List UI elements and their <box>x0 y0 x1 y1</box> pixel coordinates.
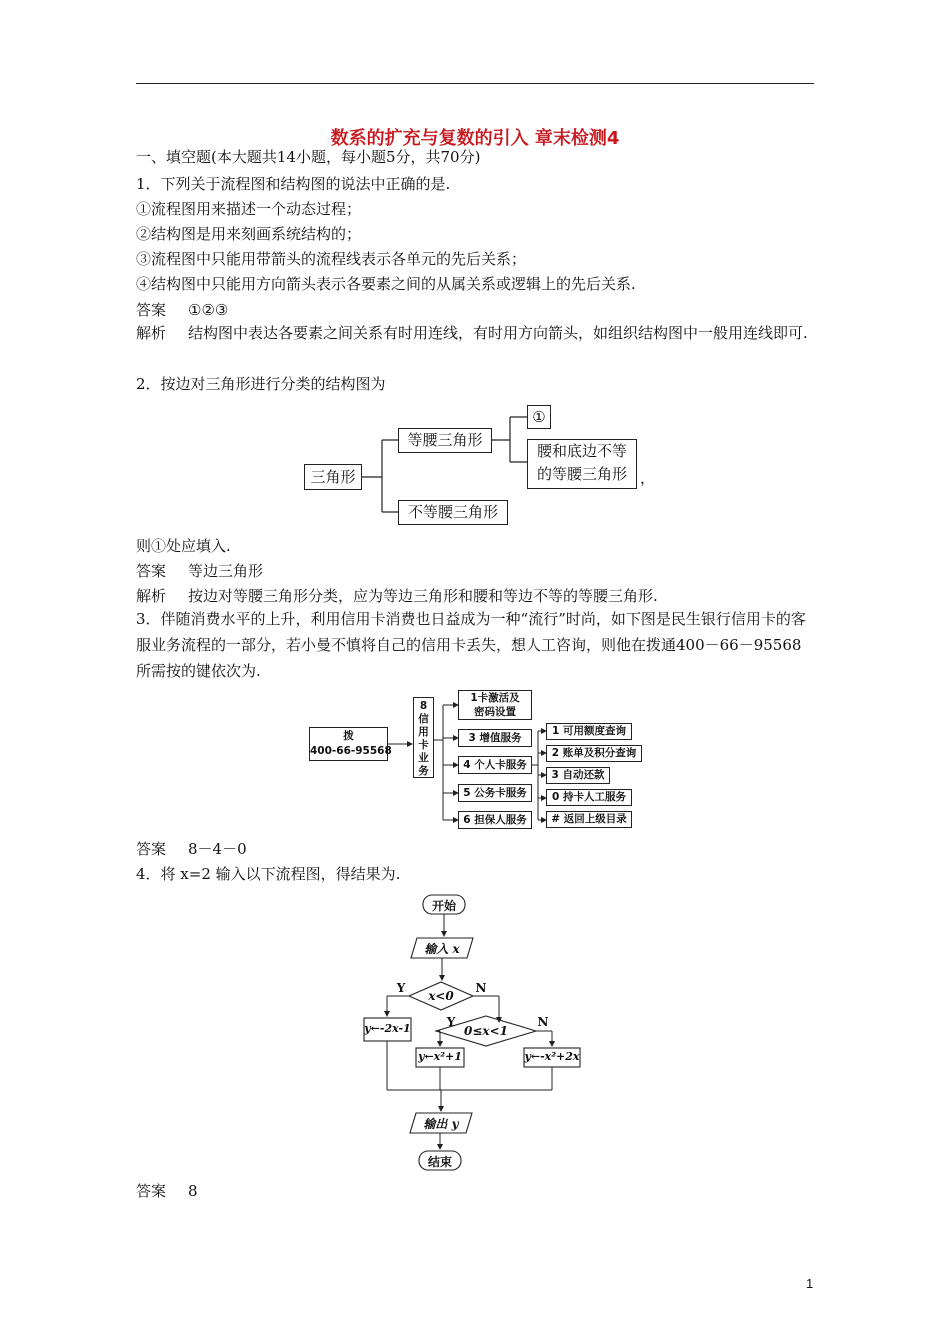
answer-label: 答案 <box>136 840 167 858</box>
q2-after: 则①处应填入. <box>136 537 231 555</box>
menu-item-box: 6 担保人服务 <box>458 811 532 829</box>
analysis-label: 解析 <box>136 587 167 605</box>
answer-label: 答案 <box>136 562 167 580</box>
service-char: 务 <box>418 765 429 777</box>
page-title: 数系的扩充与复数的引入 章末检测4 <box>330 128 620 149</box>
analysis-text: 按边对等腰三角形分类，应为等边三角形和腰和等边不等的等腰三角形. <box>188 587 658 605</box>
service-char: 卡 <box>418 739 429 751</box>
submenu-item-box: 3 自动还款 <box>546 767 610 784</box>
dial-line: 拨 <box>343 730 354 742</box>
submenu-item-box: 2 账单及积分查询 <box>546 745 642 762</box>
no-label: N <box>537 1015 549 1029</box>
menu-line: 1卡激活及 <box>470 692 520 704</box>
condition-x-lt-0: x<0 <box>428 989 454 1003</box>
isosceles-box: 等腰三角形 <box>398 428 492 453</box>
box-line: 的等腰三角形 <box>536 465 627 483</box>
dial-number: 400-66-95568 <box>310 745 392 757</box>
service-key: 8 <box>419 700 428 712</box>
q2-stem: 2．按边对三角形进行分类的结构图为 <box>136 375 386 393</box>
service-char: 业 <box>418 752 429 764</box>
answer-label: 答案 <box>136 301 167 319</box>
answer-value: ①②③ <box>188 301 229 319</box>
service-char: 信 <box>418 713 429 725</box>
answer-value: 8－4－0 <box>188 840 247 858</box>
assign-box-1: y←-2x-1 <box>364 1022 411 1035</box>
menu-item-box: 4 个人卡服务 <box>458 756 532 774</box>
q1-option: ④结构图中只能用方向箭头表示各要素之间的从属关系或逻辑上的先后关系. <box>136 275 636 293</box>
answer-value: 8 <box>188 1182 198 1200</box>
triangle-root-box: 三角形 <box>304 464 362 490</box>
analysis-text: 结构图中表达各要素之间关系有时用连线，有时用方向箭头，如组织结构图中一般用连线即可. <box>188 324 808 342</box>
q1-option: ①流程图用来描述一个动态过程； <box>136 200 362 218</box>
assign-box-3: y←-x²+2x <box>524 1050 580 1063</box>
yes-label: Y <box>396 981 406 995</box>
yes-label: Y <box>446 1015 456 1029</box>
no-label: N <box>475 981 487 995</box>
analysis-label: 解析 <box>136 324 167 342</box>
q1-stem: 1．下列关于流程图和结构图的说法中正确的是. <box>136 175 451 193</box>
service-char: 用 <box>418 726 429 738</box>
assign-box-2: y←x²+1 <box>418 1050 462 1063</box>
answer-label: 答案 <box>136 1182 167 1200</box>
submenu-item-box: 1 可用额度查询 <box>546 723 632 740</box>
menu-item-box: 3 增值服务 <box>458 729 532 747</box>
q1-option: ②结构图是用来刻画系统结构的； <box>136 225 362 243</box>
q3-stem: 3．伴随消费水平的上升，利用信用卡消费也日益成为一种“流行”时尚，如下图是民生银行信用卡的客服业务流程的一部分，若小曼不慎将自己的信用卡丢失，想人工咨询，则他在拨通400－66－95568所需按的键依次为. <box>136 610 806 680</box>
menu-line: 密码设置 <box>474 706 516 718</box>
q4-answer <box>136 1181 198 1201</box>
menu-item-box: 5 公务卡服务 <box>458 784 532 802</box>
submenu-item-box: # 返回上级目录 <box>546 811 632 828</box>
blank-box: ① <box>527 405 551 429</box>
section-heading: 一、填空题(本大题共14小题，每小题5分，共70分) <box>136 148 481 166</box>
comma: ， <box>640 469 656 487</box>
non-isosceles-box: 不等腰三角形 <box>398 500 508 525</box>
page-number: 1 <box>806 1276 814 1291</box>
input-box: 输入 x <box>424 942 460 956</box>
box-line: 腰和底边不等 <box>536 442 627 460</box>
answer-value: 等边三角形 <box>188 562 264 580</box>
submenu-item-box: 0 持卡人工服务 <box>546 789 632 806</box>
q1-option: ③流程图中只能用带箭头的流程线表示各单元的先后关系； <box>136 250 527 268</box>
start-terminal: 开始 <box>431 899 456 913</box>
end-terminal: 结束 <box>427 1155 452 1169</box>
condition-0-le-x-lt-1: 0≤x<1 <box>464 1024 508 1038</box>
q4-stem: 4．将 x=2 输入以下流程图，得结果为. <box>136 865 401 883</box>
output-box: 输出 y <box>423 1117 459 1131</box>
